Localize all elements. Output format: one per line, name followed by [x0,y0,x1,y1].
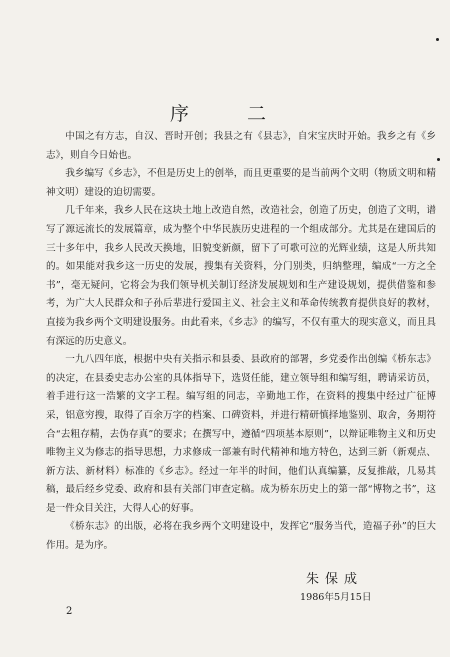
paragraph: 一九八四年底，根据中央有关指示和县委、县政府的部署，乡党委作出创编《桥东志》的决定，在县委史志办公室的具体指导下，选贤任能，建立领导组和编写组，聘请采访员，着手进行这一浩繁的文字工程。编写组的同志，辛勤地工作，在资料的搜集中经过广征博采，铝意穷搜，取得了百余万字的档案、口碑资料，并进行精研慎择地鉴别、取舍，务期符合“去粗存精，去伪存真”的要求；在撰写中，遵循“四项基本原则”，以辩证唯物主义和历史唯物主义为修志的指导思想，力求修成一部兼有时代精神和地方特色，达到三新（新观点、新方法、新材料）标准的《乡志》。经过一年半的时间，他们认真编纂，反复推敲，几易其稿，最后经乡党委、政府和县有关部门审查定稿。成为桥东历史上的第一部“博物之书”，这是一件众目关注，大得人心的好事。 [46,354,436,514]
paragraph: 几千年来，我乡人民在这块土地上改造自然，改造社会，创造了历史，创造了文明，谱写了源远流长的发展篇章，成为整个中华民族历史进程的一个组成部分。尤其是在建国后的三十多年中，我乡人民改天换地，旧貌变新颜，留下了可歌可泣的光辉业绩，这是人所共知的。如果能对我乡这一历史的发展，搜集有关资料，分门别类，归纳整理，编成“一方之全书”，毫无疑问，它将会为我们领导机关制订经济发展规划和生产建设规划，提供借鉴和参考，为广大人民群众和子孙后辈进行爱国主义、社会主义和革命传统教育提供良好的教材，直接为我乡两个文明建设服务。由此看来，《乡志》的编写，不仅有重大的现实意义，而且具有深远的历史意义。 [46,205,436,347]
date-line: 1986年5月15日 [300,592,372,603]
author-signature: 朱保成 [306,572,364,587]
page-title: 序 二 [169,103,293,125]
page-number: 2 [66,606,73,617]
scan-speck-decoration [436,38,439,41]
paragraph: 《桥东志》的出版，必将在我乡两个文明建设中，发挥它“服务当代，造福子孙”的巨大作用。是为序。 [46,521,436,552]
paragraph: 中国之有方志，自汉、晋时开创；我县之有《县志》，自宋宝庆时开始。我乡之有《乡志》，则自今日始也。 [46,131,436,161]
scan-speck-decoration [437,158,440,161]
preface-body [46,128,436,556]
paragraph: 我乡编写《乡志》，不但是历史上的创举，而且更重要的是当前两个文明（物质文明和精神文明）建设的迫切需要。 [46,168,436,198]
